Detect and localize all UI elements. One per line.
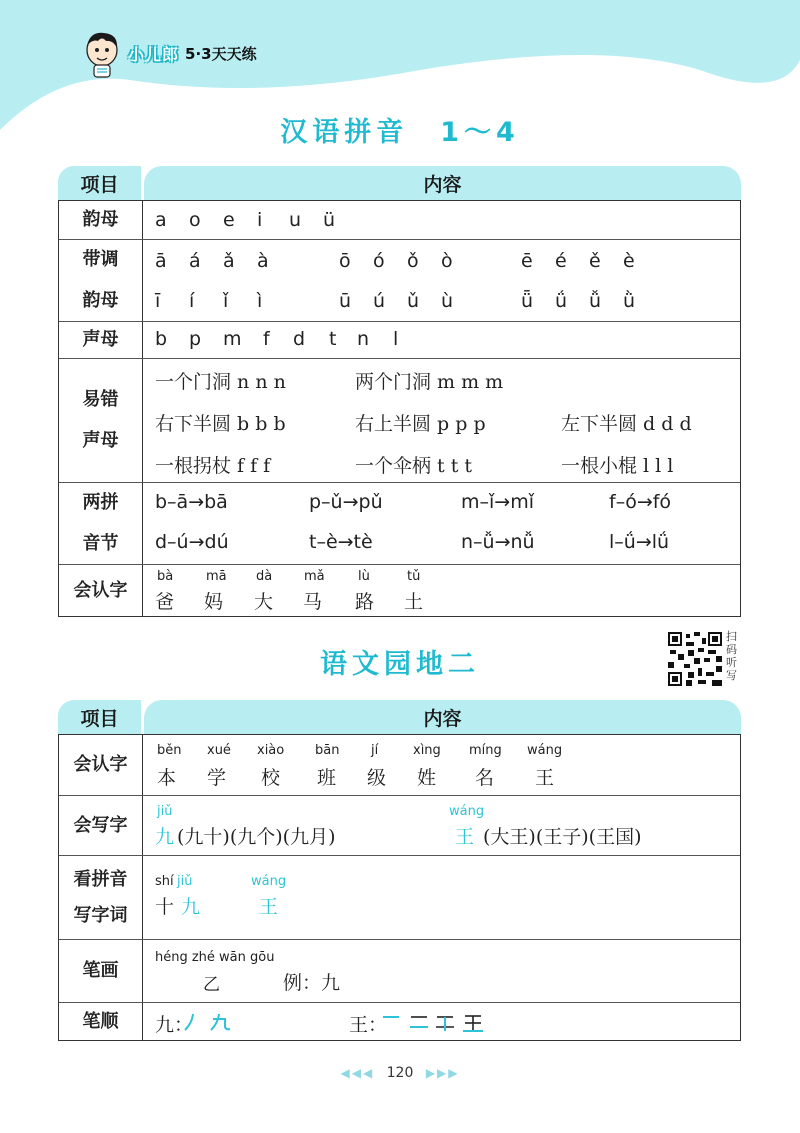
yicuo-item: 右上半圆 p p p bbox=[355, 413, 486, 435]
yicuo-item: 一个伞柄 t t t bbox=[355, 455, 473, 477]
row-content bbox=[143, 796, 740, 855]
wang-stroke-order-icon bbox=[379, 1011, 489, 1035]
pinyin: dà bbox=[256, 569, 273, 584]
yicuo-item: 两个门洞 m m m bbox=[355, 371, 504, 393]
row-bishun bbox=[59, 1002, 740, 1040]
row-label: 会认字 bbox=[59, 565, 143, 616]
row-label: 带调 韵母 bbox=[59, 240, 143, 321]
page-number-text: 120 bbox=[386, 1065, 414, 1081]
brand-logo: 小儿郎 bbox=[128, 44, 180, 64]
pinyin: bà bbox=[157, 569, 174, 584]
yunmu-v: ü bbox=[323, 209, 336, 231]
stroke-glyph: 乙 bbox=[203, 975, 220, 995]
tone: ō bbox=[339, 250, 351, 272]
row-yunmu bbox=[59, 201, 740, 239]
tone: ē bbox=[521, 250, 533, 272]
row-content bbox=[143, 359, 740, 482]
hanzi: 名 bbox=[475, 767, 495, 789]
row-content bbox=[143, 856, 740, 939]
hanzi: 路 bbox=[355, 591, 375, 613]
row-label: 易错 声母 bbox=[59, 359, 143, 482]
row-label: 声母 bbox=[59, 322, 143, 358]
pinyin: jí bbox=[371, 743, 379, 758]
tone: á bbox=[189, 250, 201, 272]
tone: ò bbox=[441, 250, 453, 272]
word-list: (九十)(九个)(九月) bbox=[177, 826, 336, 848]
tone: ǐ bbox=[223, 290, 229, 312]
hanzi: 本 bbox=[157, 767, 177, 789]
shengmu-item: m bbox=[223, 328, 242, 350]
tone: ě bbox=[589, 250, 601, 272]
row-huirenzi bbox=[59, 735, 740, 795]
yunmu-u: u bbox=[289, 209, 302, 231]
shengmu-item: f bbox=[263, 328, 270, 350]
pinyin: míng bbox=[469, 743, 502, 758]
tone: à bbox=[257, 250, 269, 272]
tone: ā bbox=[155, 250, 167, 272]
stroke-order-label: 九： bbox=[155, 1014, 194, 1036]
tone: ǘ bbox=[555, 290, 568, 312]
tone: í bbox=[189, 290, 195, 312]
hanzi: 妈 bbox=[204, 591, 224, 613]
hanzi: 爸 bbox=[155, 591, 175, 613]
header-content: 内容 bbox=[144, 700, 741, 734]
yunmu-a: a bbox=[155, 209, 167, 231]
header-content: 内容 bbox=[144, 166, 741, 200]
hanzi: 王 bbox=[259, 896, 279, 918]
row-liangpin bbox=[59, 482, 740, 564]
tone: ó bbox=[373, 250, 385, 272]
header-item: 项目 bbox=[58, 166, 141, 200]
section2-title: 语文园地二 bbox=[320, 649, 480, 680]
shengmu-item: d bbox=[293, 328, 306, 350]
syllable: d–ú→dú bbox=[155, 531, 229, 553]
pinyin: xìng bbox=[413, 743, 441, 758]
pinyin: wáng bbox=[527, 743, 563, 758]
row-label: 笔顺 bbox=[59, 1003, 143, 1040]
syllable: m–ǐ→mǐ bbox=[461, 491, 534, 513]
boy-mascot-icon bbox=[80, 28, 124, 78]
row-content bbox=[143, 940, 740, 1002]
table-header bbox=[58, 166, 741, 200]
page-number bbox=[0, 1065, 800, 1081]
hanzi: 王 bbox=[455, 826, 475, 848]
pinyin: wáng bbox=[251, 874, 287, 889]
hanzi: 大 bbox=[254, 591, 274, 613]
section1-title: 汉语拼音 1～4 bbox=[280, 117, 520, 148]
syllable: l–ǘ→lǘ bbox=[609, 531, 670, 553]
hanzi: 九 bbox=[181, 896, 201, 918]
row-content bbox=[143, 322, 740, 358]
pinyin: jiǔ bbox=[177, 874, 193, 889]
row-shengmu bbox=[59, 321, 740, 358]
row-content bbox=[143, 201, 740, 239]
tone: ī bbox=[155, 290, 161, 312]
hanzi: 九 bbox=[155, 826, 175, 848]
pinyin: mā bbox=[206, 569, 227, 584]
brand-series: 5·3天天练 bbox=[185, 44, 257, 63]
tone: ǎ bbox=[223, 250, 235, 272]
brand bbox=[80, 28, 257, 78]
hanzi: 班 bbox=[317, 767, 337, 789]
tone: ù bbox=[441, 290, 454, 312]
pinyin: mǎ bbox=[304, 569, 325, 584]
shengmu-item: b bbox=[155, 328, 168, 350]
tone: ǔ bbox=[407, 290, 420, 312]
hanzi: 级 bbox=[367, 767, 387, 789]
word-list: (大王)(王子)(王国) bbox=[483, 826, 642, 848]
table-header bbox=[58, 700, 741, 734]
pinyin: xué bbox=[207, 743, 231, 758]
tone: ì bbox=[257, 290, 263, 312]
yicuo-item: 一根小棍 l l l bbox=[561, 455, 674, 477]
pinyin: tǔ bbox=[407, 569, 421, 584]
pinyin: jiǔ bbox=[157, 804, 173, 819]
tone: ú bbox=[373, 290, 386, 312]
yicuo-item: 右下半圆 b b b bbox=[155, 413, 286, 435]
yicuo-item: 一个门洞 n n n bbox=[155, 371, 286, 393]
table-body bbox=[58, 200, 741, 617]
tone: ǜ bbox=[623, 290, 636, 312]
pinyin: xiào bbox=[257, 743, 285, 758]
syllable: b–ā→bā bbox=[155, 491, 228, 513]
hanzi: 学 bbox=[207, 767, 227, 789]
right-arrows-icon: ▶▶▶ bbox=[425, 1066, 460, 1080]
row-content bbox=[143, 565, 740, 616]
syllable: n–ǚ→nǚ bbox=[461, 531, 535, 553]
syllable: p–ǔ→pǔ bbox=[309, 491, 383, 513]
row-huixiezi bbox=[59, 795, 740, 855]
section2-table bbox=[58, 700, 741, 1041]
jiu-stroke-order-icon bbox=[183, 1011, 243, 1035]
tone: ǒ bbox=[407, 250, 419, 272]
hanzi: 十 bbox=[155, 896, 175, 918]
yunmu-i: i bbox=[257, 209, 263, 231]
pinyin: lù bbox=[358, 569, 370, 584]
syllable: f–ó→fó bbox=[609, 491, 672, 513]
section1-table bbox=[58, 166, 741, 617]
shengmu-item: n bbox=[357, 328, 370, 350]
pinyin: shí bbox=[155, 874, 174, 889]
pinyin: wáng bbox=[449, 804, 485, 819]
table-body bbox=[58, 734, 741, 1041]
row-content bbox=[143, 483, 740, 564]
stroke-example: 例：九 bbox=[283, 972, 341, 994]
yunmu-e: e bbox=[223, 209, 235, 231]
row-daidiao bbox=[59, 239, 740, 321]
hanzi: 校 bbox=[261, 767, 281, 789]
tone: ǚ bbox=[589, 290, 602, 312]
tone: é bbox=[555, 250, 567, 272]
row-label: 会认字 bbox=[59, 735, 143, 795]
row-bihua bbox=[59, 939, 740, 1002]
qr-code-icon[interactable] bbox=[668, 632, 722, 686]
row-huirenzi bbox=[59, 564, 740, 616]
tone: è bbox=[623, 250, 635, 272]
row-label: 韵母 bbox=[59, 201, 143, 239]
tone: ū bbox=[339, 290, 352, 312]
row-content bbox=[143, 735, 740, 795]
pinyin: héng zhé wān gōu bbox=[155, 950, 275, 965]
tone: ǖ bbox=[521, 290, 534, 312]
shengmu-item: p bbox=[189, 328, 202, 350]
yunmu-o: o bbox=[189, 209, 201, 231]
row-label: 笔画 bbox=[59, 940, 143, 1002]
hanzi: 姓 bbox=[417, 767, 437, 789]
syllable: t–è→tè bbox=[309, 531, 373, 553]
hanzi: 马 bbox=[303, 591, 323, 613]
row-label: 两拼 音节 bbox=[59, 483, 143, 564]
left-arrows-icon: ◀◀◀ bbox=[340, 1066, 375, 1080]
row-content bbox=[143, 1003, 740, 1040]
hanzi: 土 bbox=[404, 591, 424, 613]
row-kanpinyin bbox=[59, 855, 740, 939]
row-yicuo bbox=[59, 358, 740, 482]
pinyin: běn bbox=[157, 743, 182, 758]
shengmu-item: l bbox=[393, 328, 399, 350]
shengmu-item: t bbox=[329, 328, 337, 350]
yicuo-item: 左下半圆 d d d bbox=[561, 413, 692, 435]
header-item: 项目 bbox=[58, 700, 141, 734]
row-content bbox=[143, 240, 740, 321]
row-label: 会写字 bbox=[59, 796, 143, 855]
hanzi: 王 bbox=[535, 767, 555, 789]
yicuo-item: 一根拐杖 f f f bbox=[155, 455, 271, 477]
row-label: 看拼音 写字词 bbox=[59, 856, 143, 939]
pinyin: bān bbox=[315, 743, 340, 758]
scan-listen-write-label: 扫码听写 bbox=[726, 630, 737, 682]
stroke-order-label: 王： bbox=[349, 1014, 388, 1036]
